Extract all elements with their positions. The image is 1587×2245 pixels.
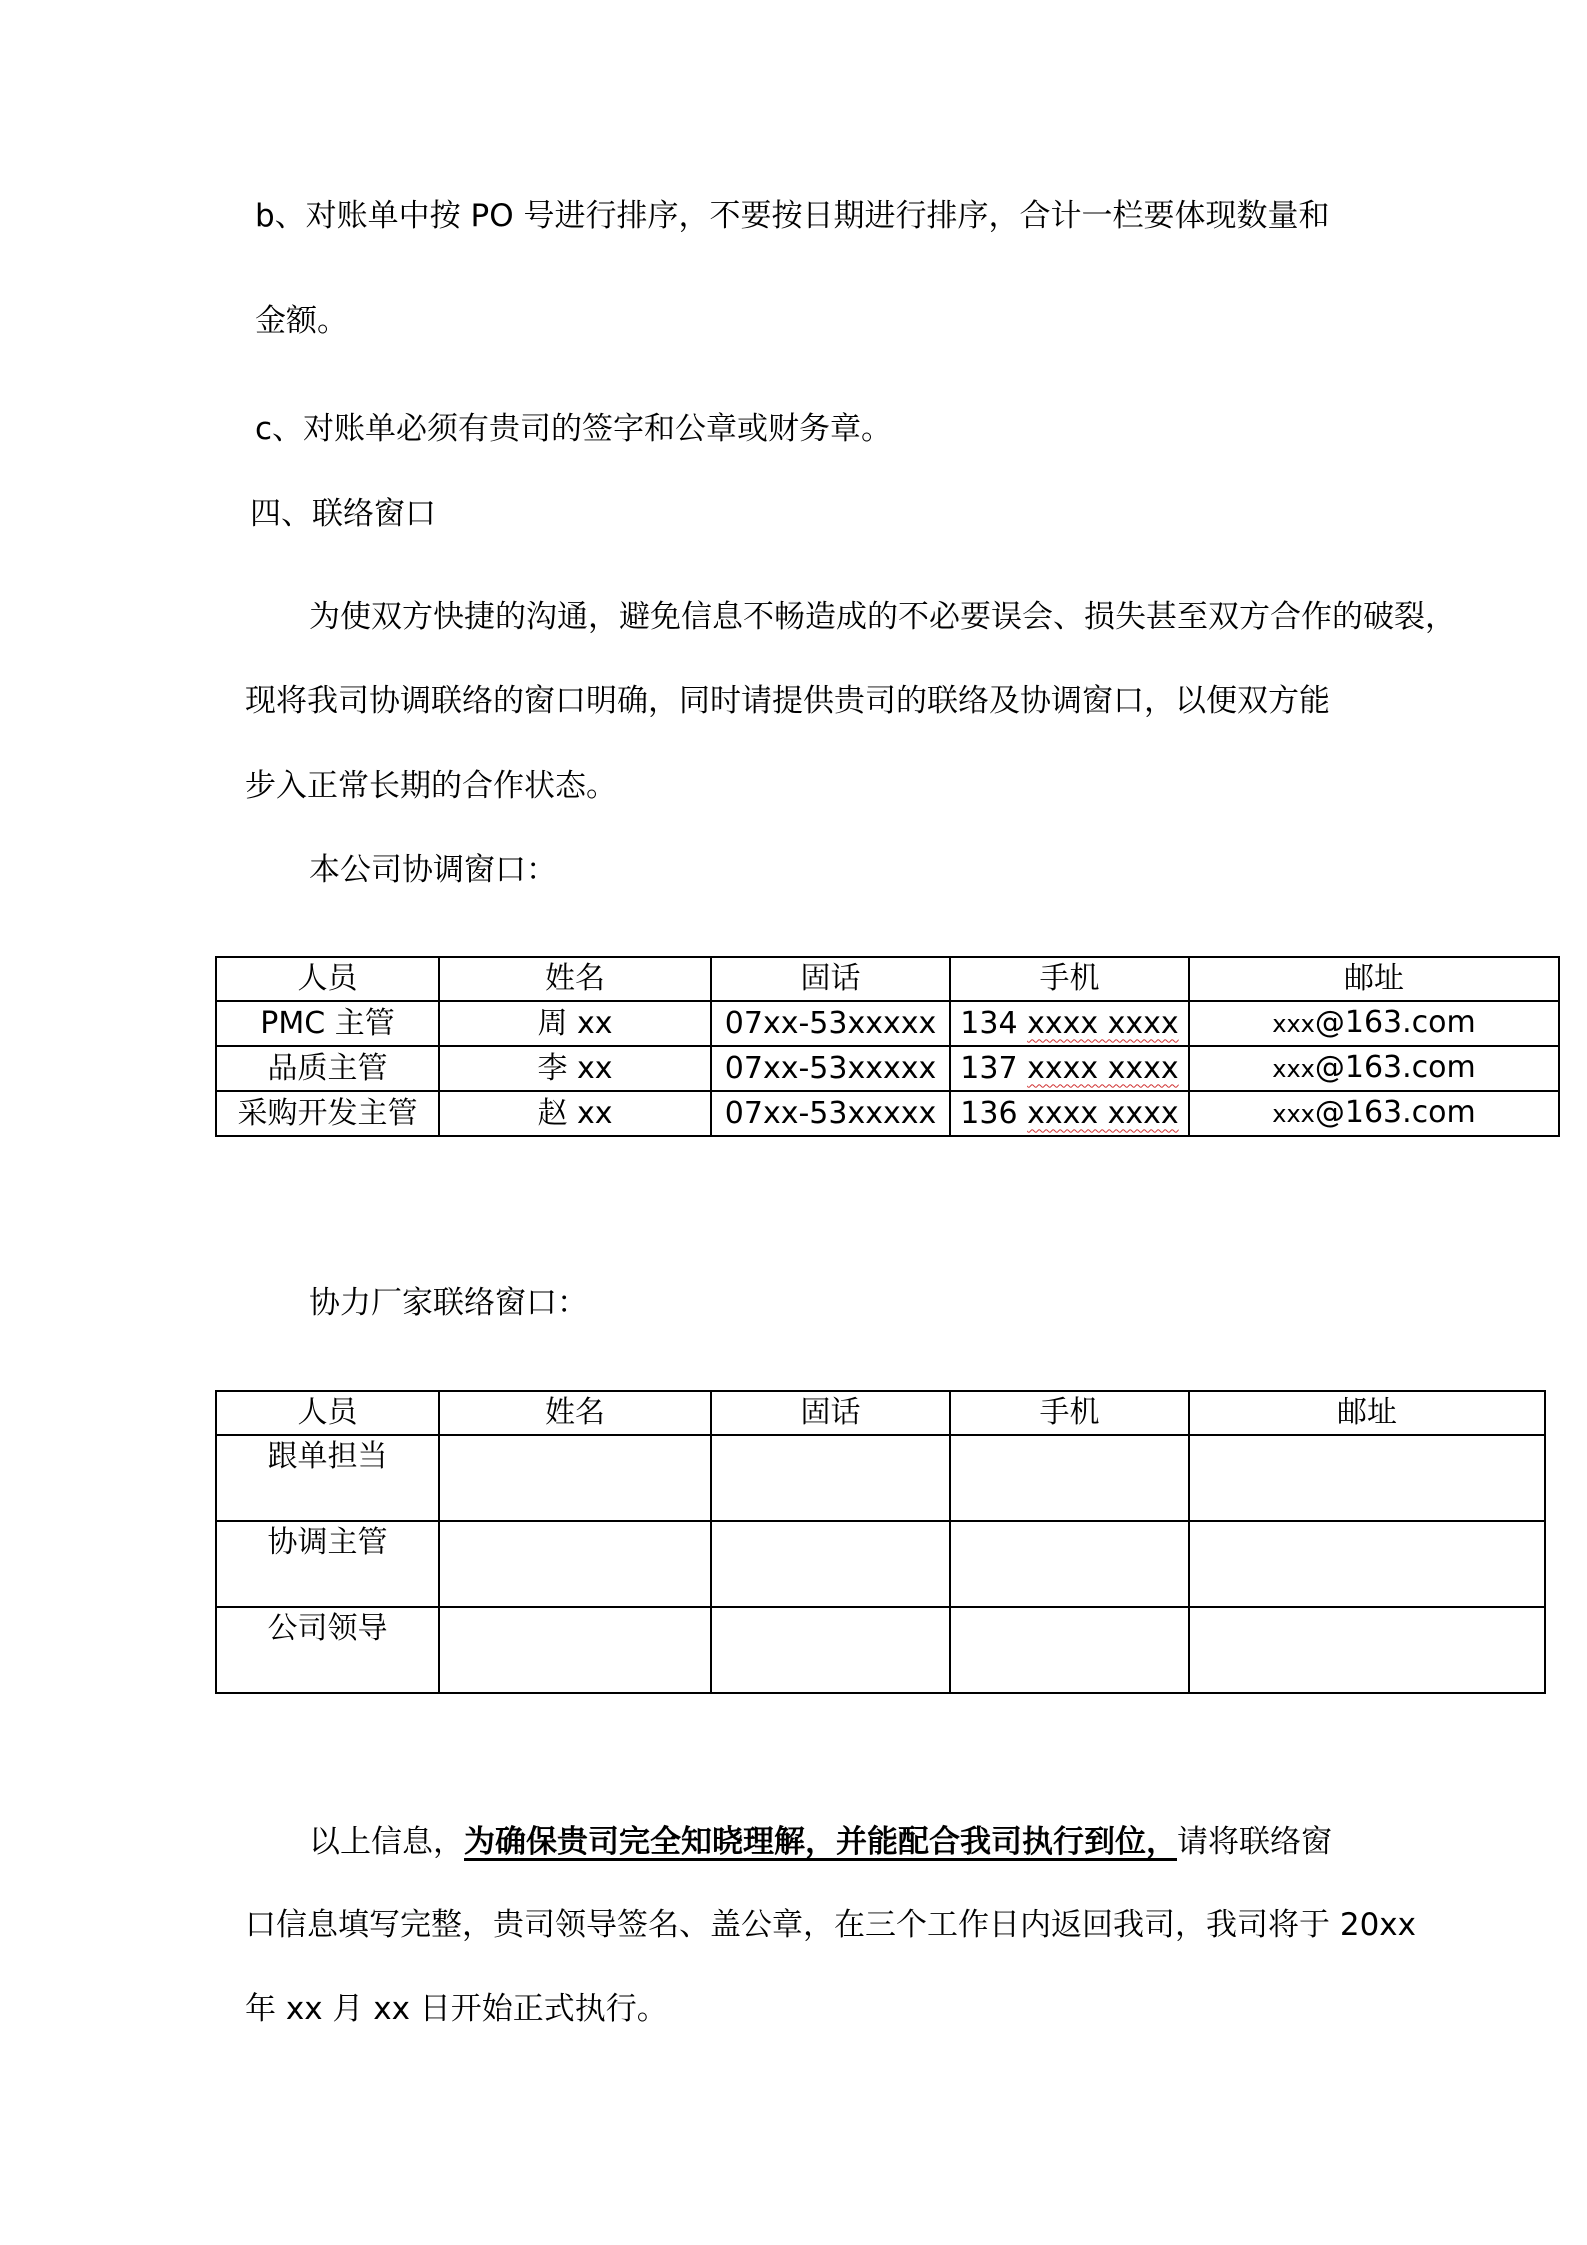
- email-cell: [1189, 1001, 1559, 1046]
- email-field[interactable]: [1189, 1435, 1545, 1521]
- company-contact-table: [215, 956, 1560, 1137]
- header-cell: 手机: [950, 957, 1189, 1001]
- header-cell: 姓名: [439, 1391, 711, 1435]
- company-window-label: 本公司协调窗口：: [309, 852, 557, 888]
- email-field[interactable]: [1189, 1607, 1545, 1693]
- name-field[interactable]: [439, 1435, 711, 1521]
- role-cell: 公司领导: [216, 1607, 439, 1693]
- header-cell: 人员: [216, 1391, 439, 1435]
- role-cell: 品质主管: [216, 1046, 439, 1091]
- table-row: [216, 1001, 1559, 1046]
- header-cell: 固话: [711, 1391, 950, 1435]
- intro-line3: 步入正常长期的合作状态。: [245, 768, 617, 804]
- table-row: [216, 1521, 1545, 1607]
- header-cell: 邮址: [1189, 1391, 1545, 1435]
- mobile-cell: [950, 1046, 1189, 1091]
- email-cell: [1189, 1091, 1559, 1136]
- header-cell: 手机: [950, 1391, 1189, 1435]
- closing-line3: 年 xx 月 xx 日开始正式执行。: [245, 1991, 668, 2027]
- email-field[interactable]: [1189, 1521, 1545, 1607]
- mobile-rest: xxxx xxxx: [1027, 1005, 1179, 1041]
- mobile-field[interactable]: [950, 1607, 1189, 1693]
- name-field[interactable]: [439, 1607, 711, 1693]
- email-user: xxx: [1272, 1010, 1315, 1038]
- email-domain: @163.com: [1314, 1050, 1476, 1085]
- header-cell: 邮址: [1189, 957, 1559, 1001]
- closing-line1: [309, 1822, 1332, 1862]
- mobile-prefix: 136: [960, 1095, 1018, 1131]
- table-header-row: [216, 1391, 1545, 1435]
- table-row: [216, 1607, 1545, 1693]
- header-cell: 人员: [216, 957, 439, 1001]
- role-cell: 采购开发主管: [216, 1091, 439, 1136]
- mobile-prefix: 134: [960, 1005, 1018, 1041]
- table-row: [216, 1091, 1559, 1136]
- role-cell: 跟单担当: [216, 1435, 439, 1521]
- section-title-contact: 四、联络窗口: [250, 496, 436, 532]
- phone-field[interactable]: [711, 1607, 950, 1693]
- para-b-line2: 金额。: [255, 303, 348, 339]
- mobile-field[interactable]: [950, 1521, 1189, 1607]
- email-domain: @163.com: [1314, 1005, 1476, 1040]
- intro-line1: 为使双方快捷的沟通，避免信息不畅造成的不必要误会、损失甚至双方合作的破裂，: [309, 599, 1456, 635]
- mobile-rest: xxxx xxxx: [1027, 1050, 1179, 1086]
- email-user: xxx: [1272, 1055, 1315, 1083]
- header-cell: 姓名: [439, 957, 711, 1001]
- email-user: xxx: [1272, 1100, 1315, 1128]
- phone-cell: 07xx-53xxxxx: [711, 1046, 950, 1091]
- phone-cell: 07xx-53xxxxx: [711, 1091, 950, 1136]
- closing-line1-end: 请将联络窗: [1177, 1824, 1332, 1860]
- phone-cell: 07xx-53xxxxx: [711, 1001, 950, 1046]
- closing-line1-underlined: 为确保贵司完全知晓理解，并能配合我司执行到位，: [464, 1824, 1177, 1860]
- name-field[interactable]: [439, 1521, 711, 1607]
- table-row: [216, 1046, 1559, 1091]
- phone-field[interactable]: [711, 1435, 950, 1521]
- table-header-row: [216, 957, 1559, 1001]
- para-c: c、对账单必须有贵司的签字和公章或财务章。: [255, 411, 893, 447]
- mobile-rest: xxxx xxxx: [1027, 1095, 1179, 1131]
- para-b-line1: b、对账单中按 PO 号进行排序，不要按日期进行排序，合计一栏要体现数量和: [255, 198, 1330, 234]
- supplier-window-label: 协力厂家联络窗口：: [309, 1285, 588, 1321]
- header-cell: 固话: [711, 957, 950, 1001]
- table-row: [216, 1435, 1545, 1521]
- intro-line2: 现将我司协调联络的窗口明确，同时请提供贵司的联络及协调窗口，以便双方能: [245, 683, 1330, 719]
- mobile-prefix: 137: [960, 1050, 1018, 1086]
- closing-line2: 口信息填写完整，贵司领导签名、盖公章，在三个工作日内返回我司，我司将于 20xx: [245, 1907, 1416, 1943]
- mobile-cell: [950, 1001, 1189, 1046]
- email-cell: [1189, 1046, 1559, 1091]
- name-cell: 李 xx: [439, 1046, 711, 1091]
- name-cell: 赵 xx: [439, 1091, 711, 1136]
- supplier-contact-table: [215, 1390, 1546, 1694]
- email-domain: @163.com: [1314, 1095, 1476, 1130]
- name-cell: 周 xx: [439, 1001, 711, 1046]
- mobile-cell: [950, 1091, 1189, 1136]
- role-cell: 协调主管: [216, 1521, 439, 1607]
- role-cell: PMC 主管: [216, 1001, 439, 1046]
- closing-line1-start: 以上信息，: [309, 1824, 464, 1860]
- phone-field[interactable]: [711, 1521, 950, 1607]
- mobile-field[interactable]: [950, 1435, 1189, 1521]
